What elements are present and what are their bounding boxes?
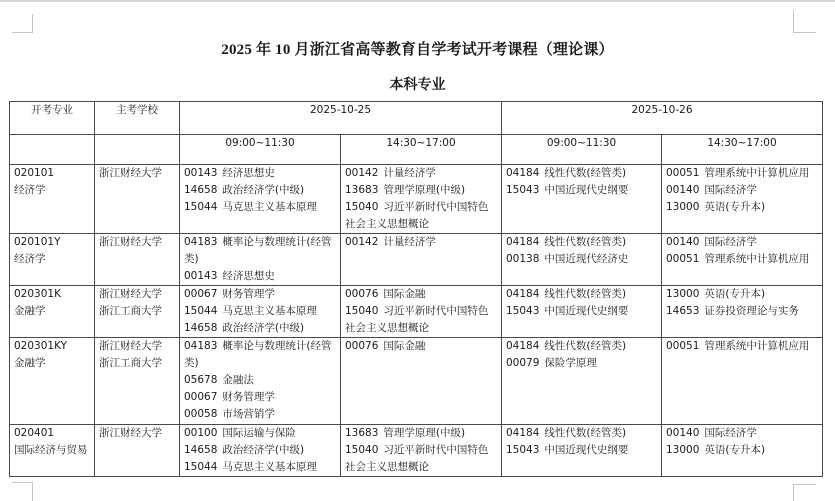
course-entry: [184, 442, 336, 459]
header-date-2-label: 2025-10-26: [631, 104, 693, 116]
course-code: 14658: [184, 322, 218, 334]
header-date-1: [180, 102, 502, 135]
course-code: 00142: [345, 236, 379, 248]
header-row-dates: [10, 102, 823, 135]
course-entry: [506, 251, 657, 268]
course-entry: [345, 165, 497, 182]
course-name: 经济思想史: [222, 167, 275, 179]
course-name: 国际运输与保险: [222, 427, 296, 439]
session-cell-d2-am: [502, 425, 662, 477]
course-entry: [184, 372, 336, 389]
course-entry: [184, 459, 336, 476]
course-code: 13683: [345, 184, 379, 196]
course-entry: [506, 355, 657, 372]
course-name: 概率论与数理统计(经管类): [184, 236, 332, 265]
course-entry: [506, 338, 657, 355]
header-session-d2-am: [502, 135, 662, 165]
course-entry: [184, 199, 336, 216]
header-school-blank: [95, 135, 180, 165]
course-name: 管理系统中计算机应用: [704, 253, 810, 265]
course-code: 14658: [184, 184, 218, 196]
course-entry: [506, 286, 657, 303]
crop-mark-bottom-left: [12, 482, 33, 501]
course-name: 财务管理学: [222, 288, 275, 300]
course-name: 线性代数(经管类): [544, 167, 627, 179]
course-name: 国际金融: [383, 288, 426, 300]
table-row: [10, 286, 823, 338]
major-code: 020301K: [14, 288, 61, 300]
course-entry: [345, 303, 497, 337]
course-code: 04184: [506, 167, 540, 179]
course-code: 15043: [506, 305, 540, 317]
course-entry: [345, 442, 497, 476]
course-entry: [666, 286, 818, 303]
course-entry: [184, 389, 336, 406]
school-cell: [95, 234, 180, 286]
session-cell-d1-pm: [341, 165, 502, 234]
course-code: 04183: [184, 236, 218, 248]
header-major-label: 开考专业: [31, 104, 73, 116]
course-entry: [506, 182, 657, 199]
course-code: 13000: [666, 201, 700, 213]
course-entry: [184, 268, 336, 285]
course-code: 00067: [184, 391, 218, 403]
school-name: 浙江财经大学: [99, 167, 162, 179]
course-code: 00140: [666, 184, 700, 196]
course-name: 市场营销学: [222, 408, 275, 420]
course-code: 00058: [184, 408, 218, 420]
course-code: 14653: [666, 305, 700, 317]
course-name: 习近平新时代中国特色社会主义思想概论: [345, 444, 489, 473]
course-code: 14658: [184, 444, 218, 456]
course-code: 15044: [184, 305, 218, 317]
course-entry: [345, 286, 497, 303]
course-name: 英语(专升本): [704, 444, 766, 456]
session-cell-d1-am: [180, 165, 341, 234]
course-entry: [666, 199, 818, 216]
school-name: 浙江财经大学: [99, 236, 162, 248]
major-code: 020301KY: [14, 340, 68, 352]
course-name: 证券投资理论与实务: [704, 305, 799, 317]
course-name: 中国近现代史纲要: [544, 305, 629, 317]
course-name: 国际经济学: [704, 236, 757, 248]
course-name: 国际经济学: [704, 184, 757, 196]
session-cell-d2-pm: [662, 338, 823, 425]
session-cell-d1-am: [180, 286, 341, 338]
crop-mark-top-right: [793, 10, 816, 33]
course-name: 线性代数(经管类): [544, 340, 627, 352]
course-code: 00076: [345, 340, 379, 352]
course-name: 政治经济学(中级): [222, 184, 305, 196]
session-cell-d1-pm: [341, 286, 502, 338]
course-name: 计量经济学: [383, 167, 436, 179]
course-code: 00143: [184, 270, 218, 282]
course-name: 中国近现代经济史: [544, 253, 629, 265]
major-name: 国际经济与贸易: [14, 444, 88, 456]
header-row-sessions: [10, 135, 823, 165]
major-name: 经济学: [14, 253, 46, 265]
course-name: 中国近现代史纲要: [544, 444, 629, 456]
course-entry: [666, 303, 818, 320]
course-entry: [666, 182, 818, 199]
course-code: 04184: [506, 340, 540, 352]
course-entry: [184, 320, 336, 337]
course-entry: [345, 182, 497, 199]
course-code: 13683: [345, 427, 379, 439]
school-cell: [95, 286, 180, 338]
course-name: 英语(专升本): [704, 288, 766, 300]
course-name: 政治经济学(中级): [222, 322, 305, 334]
course-entry: [666, 234, 818, 251]
school-name: 浙江工商大学: [99, 305, 162, 317]
major-code: 020401: [14, 427, 55, 439]
course-name: 英语(专升本): [704, 201, 766, 213]
session-cell-d2-pm: [662, 165, 823, 234]
major-name: 金融学: [14, 357, 46, 369]
header-date-2: [502, 102, 823, 135]
major-name: 金融学: [14, 305, 46, 317]
course-entry: [506, 234, 657, 251]
course-code: 13000: [666, 288, 700, 300]
course-name: 金融法: [222, 374, 254, 386]
course-code: 00140: [666, 236, 700, 248]
course-entry: [345, 425, 497, 442]
header-date-1-label: 2025-10-25: [309, 104, 372, 116]
course-code: 00079: [506, 357, 540, 369]
school-name: 浙江财经大学: [99, 340, 162, 352]
course-code: 00143: [184, 167, 218, 179]
course-name: 线性代数(经管类): [544, 288, 627, 300]
course-name: 管理系统中计算机应用: [704, 340, 810, 352]
document-subtitle: 本科专业: [389, 78, 446, 93]
school-name: 浙江财经大学: [99, 427, 162, 439]
course-entry: [184, 303, 336, 320]
session-cell-d1-am: [180, 425, 341, 477]
course-name: 管理系统中计算机应用: [704, 167, 810, 179]
course-name: 国际金融: [383, 340, 426, 352]
major-cell: [10, 165, 95, 234]
course-name: 政治经济学(中级): [222, 444, 305, 456]
course-entry: [184, 338, 336, 372]
session-cell-d1-am: [180, 338, 341, 425]
header-session-d2-pm: [662, 135, 823, 165]
session-cell-d1-pm: [341, 234, 502, 286]
table-row: [10, 234, 823, 286]
course-entry: [506, 165, 657, 182]
course-entry: [184, 182, 336, 199]
course-entry: [345, 234, 497, 251]
table-row: [10, 425, 823, 477]
course-name: 线性代数(经管类): [544, 236, 627, 248]
header-school: [95, 102, 180, 135]
major-cell: [10, 286, 95, 338]
document-title: 2025 年 10 月浙江省高等教育自学考试开考课程（理论课）: [221, 42, 614, 58]
major-code: 020101Y: [14, 236, 61, 248]
course-entry: [506, 442, 657, 459]
course-name: 概率论与数理统计(经管类): [184, 340, 332, 369]
session-cell-d2-am: [502, 338, 662, 425]
course-entry: [184, 406, 336, 423]
session-cell-d2-am: [502, 165, 662, 234]
course-code: 15043: [506, 184, 540, 196]
school-name: 浙江工商大学: [99, 357, 162, 369]
course-name: 线性代数(经管类): [544, 427, 627, 439]
course-code: 00051: [666, 167, 700, 179]
major-cell: [10, 234, 95, 286]
course-name: 国际经济学: [704, 427, 757, 439]
course-code: 00076: [345, 288, 379, 300]
course-name: 经济思想史: [222, 270, 275, 282]
school-cell: [95, 165, 180, 234]
course-entry: [345, 199, 497, 233]
session-label: 09:00~11:30: [546, 137, 617, 149]
course-name: 保险学原理: [544, 357, 597, 369]
session-label: 09:00~11:30: [225, 137, 295, 149]
course-entry: [506, 425, 657, 442]
major-name: 经济学: [14, 184, 46, 196]
course-code: 13000: [666, 444, 700, 456]
course-code: 15043: [506, 444, 540, 456]
course-name: 习近平新时代中国特色社会主义思想概论: [345, 305, 489, 334]
course-code: 15044: [184, 201, 218, 213]
table-row: [10, 338, 823, 425]
header-major-blank: [10, 135, 95, 165]
exam-schedule-table: [9, 101, 823, 477]
course-code: 15044: [184, 461, 218, 473]
course-entry: [666, 338, 818, 355]
course-code: 04184: [506, 288, 540, 300]
course-entry: [666, 165, 818, 182]
course-code: 04184: [506, 236, 540, 248]
course-name: 中国近现代史纲要: [544, 184, 629, 196]
session-label: 14:30~17:00: [707, 137, 777, 149]
major-cell: [10, 338, 95, 425]
course-code: 04184: [506, 427, 540, 439]
major-cell: [10, 425, 95, 477]
course-code: 15040: [345, 305, 379, 317]
school-cell: [95, 338, 180, 425]
course-name: 管理学原理(中级): [383, 184, 466, 196]
header-major: [10, 102, 95, 135]
crop-mark-top-left: [12, 14, 33, 33]
course-code: 00140: [666, 427, 700, 439]
session-cell-d1-am: [180, 234, 341, 286]
course-code: 00142: [345, 167, 379, 179]
course-code: 00138: [506, 253, 540, 265]
course-code: 00100: [184, 427, 218, 439]
course-code: 00051: [666, 253, 700, 265]
course-code: 00067: [184, 288, 218, 300]
course-entry: [184, 286, 336, 303]
course-name: 马克思主义基本原理: [222, 461, 317, 473]
session-label: 14:30~17:00: [386, 137, 456, 149]
header-session-d1-pm: [341, 135, 502, 165]
crop-mark-bottom-right: [793, 484, 816, 501]
course-name: 习近平新时代中国特色社会主义思想概论: [345, 201, 489, 230]
course-code: 04183: [184, 340, 218, 352]
major-code: 020101: [14, 167, 55, 179]
school-name: 浙江财经大学: [99, 288, 162, 300]
course-entry: [184, 165, 336, 182]
course-code: 00051: [666, 340, 700, 352]
page-top-edge: [0, 0, 835, 2]
table-row: [10, 165, 823, 234]
course-entry: [666, 442, 818, 459]
course-entry: [666, 251, 818, 268]
session-cell-d1-pm: [341, 338, 502, 425]
session-cell-d2-am: [502, 286, 662, 338]
session-cell-d2-pm: [662, 425, 823, 477]
header-school-label: 主考学校: [116, 104, 158, 116]
school-cell: [95, 425, 180, 477]
course-name: 财务管理学: [222, 391, 275, 403]
session-cell-d2-pm: [662, 286, 823, 338]
session-cell-d2-pm: [662, 234, 823, 286]
course-entry: [666, 425, 818, 442]
header-session-d1-am: [180, 135, 341, 165]
course-code: 15040: [345, 444, 379, 456]
course-entry: [506, 303, 657, 320]
course-code: 05678: [184, 374, 218, 386]
course-name: 马克思主义基本原理: [222, 201, 317, 213]
course-name: 计量经济学: [383, 236, 436, 248]
course-entry: [184, 234, 336, 268]
course-entry: [184, 425, 336, 442]
course-entry: [345, 338, 497, 355]
course-name: 马克思主义基本原理: [222, 305, 317, 317]
session-cell-d1-pm: [341, 425, 502, 477]
course-code: 15040: [345, 201, 379, 213]
session-cell-d2-am: [502, 234, 662, 286]
course-name: 管理学原理(中级): [383, 427, 466, 439]
